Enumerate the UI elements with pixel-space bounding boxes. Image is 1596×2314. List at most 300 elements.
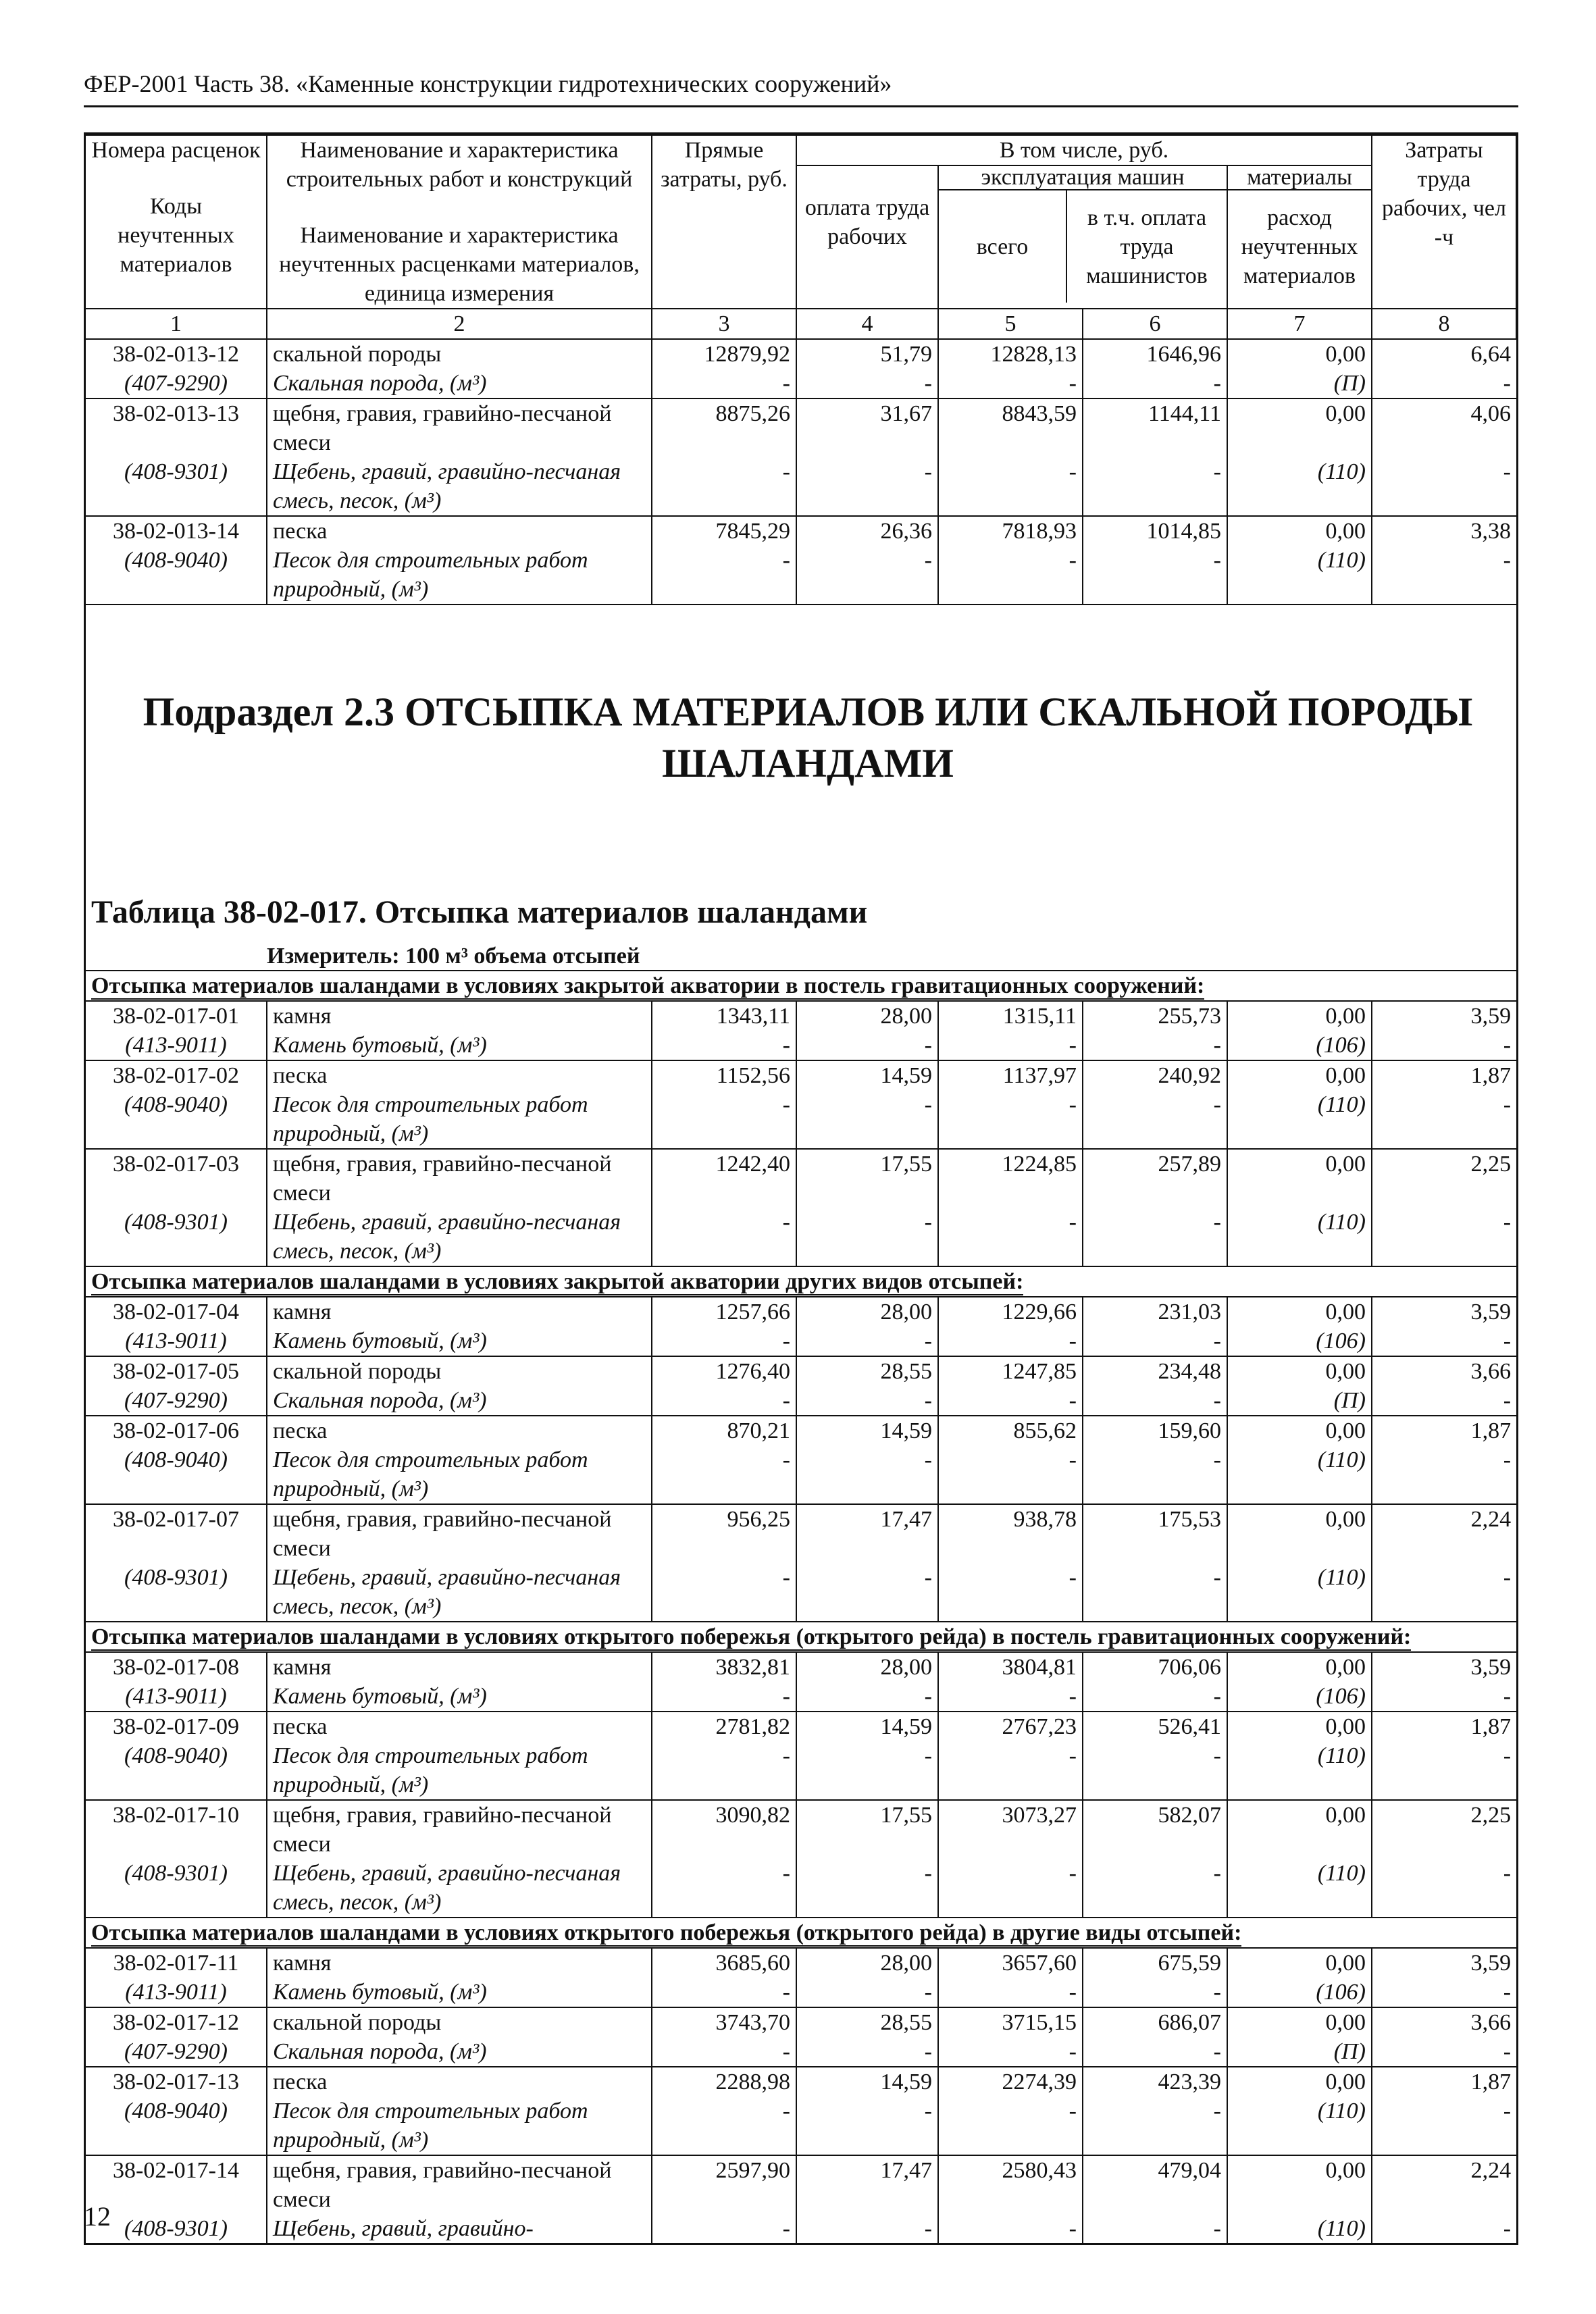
wages-cost: 17,47 — [796, 2155, 938, 2214]
material-name: Щебень, гравий, гравийно-песчаная смесь, песок, (м³) — [267, 1859, 652, 1918]
dash-cell: - — [796, 457, 938, 516]
machines-total: 7818,93 — [938, 516, 1083, 546]
dash-cell: - — [1083, 2097, 1227, 2155]
rate-row — [86, 1712, 1516, 1741]
group-title-text: Отсыпка материалов шаландами в условиях закрытой акватории других видов отсыпей: — [91, 1269, 1024, 1294]
material-code: (408-9301) — [124, 1210, 228, 1235]
dash-cell: - — [938, 1682, 1083, 1712]
wages-cost: 17,55 — [796, 1800, 938, 1859]
rate-row — [86, 1149, 1516, 1208]
rate-name: скальной породы — [267, 1356, 652, 1386]
machines-total: 1229,66 — [938, 1297, 1083, 1327]
rate-row — [86, 339, 1516, 369]
material-consumption: (110) — [1227, 1090, 1372, 1149]
dash-cell: - — [938, 2097, 1083, 2155]
materials-cost: 0,00 — [1227, 2155, 1372, 2214]
material-row — [86, 1978, 1516, 2007]
rate-code: 38-02-017-06 — [86, 1416, 267, 1445]
header-wages: оплата труда рабочих — [796, 165, 938, 309]
header-machines-wages: в т.ч. оплата труда машинистов — [1086, 205, 1208, 288]
rate-row — [86, 2155, 1516, 2214]
dash-cell: - — [938, 1208, 1083, 1266]
rate-name: скальной породы — [267, 339, 652, 369]
dash-cell: - — [938, 2037, 1083, 2067]
dash-cell: - — [1372, 1327, 1516, 1356]
direct-cost: 7845,29 — [652, 516, 796, 546]
material-code: (408-9301) — [124, 1861, 228, 1886]
material-consumption: (106) — [1227, 1682, 1372, 1712]
machines-wages: 1646,96 — [1083, 339, 1227, 369]
rate-row — [86, 516, 1516, 546]
materials-cost: 0,00 — [1227, 1504, 1372, 1563]
dash-cell: - — [652, 457, 796, 516]
dash-cell: - — [652, 2037, 796, 2067]
rate-code: 38-02-017-08 — [86, 1652, 267, 1682]
dash-cell: - — [796, 1386, 938, 1416]
material-row — [86, 1682, 1516, 1712]
dash-cell: - — [938, 1445, 1083, 1504]
group-title — [86, 1918, 1516, 1948]
dash-cell: - — [1372, 546, 1516, 604]
header-col3: Прямые затраты, руб. — [652, 135, 796, 309]
materials-cost: 0,00 — [1227, 2007, 1372, 2037]
material-row — [86, 2037, 1516, 2067]
dash-cell: - — [652, 1031, 796, 1060]
labor-cost: 6,64 — [1372, 339, 1516, 369]
rate-name: щебня, гравия, гравийно-песчаной смеси — [267, 1149, 652, 1208]
labor-cost: 3,59 — [1372, 1297, 1516, 1327]
labor-cost: 3,66 — [1372, 1356, 1516, 1386]
material-code: (413-9011) — [125, 1980, 227, 2005]
dash-cell: - — [796, 1741, 938, 1800]
labor-cost: 2,24 — [1372, 2155, 1516, 2214]
machines-total: 1224,85 — [938, 1149, 1083, 1208]
labor-cost: 1,87 — [1372, 2067, 1516, 2097]
labor-cost: 4,06 — [1372, 398, 1516, 457]
dash-cell: - — [1372, 2214, 1516, 2243]
table-title: Таблица 38-02-017. Отсыпка материалов шаландами — [91, 894, 868, 930]
rate-row — [86, 1504, 1516, 1563]
dash-cell: - — [796, 546, 938, 604]
dash-cell: - — [1083, 1682, 1227, 1712]
col-num-6: 6 — [1083, 309, 1227, 339]
material-consumption: (106) — [1227, 1031, 1372, 1060]
material-name: Камень бутовый, (м³) — [267, 1031, 652, 1060]
machines-wages: 240,92 — [1083, 1060, 1227, 1090]
dash-cell: - — [1083, 1563, 1227, 1622]
rate-name: скальной породы — [267, 2007, 652, 2037]
header-machines: эксплуатация машин — [939, 166, 1227, 190]
group-title-text: Отсыпка материалов шаландами в условиях закрытой акватории в постель гравитационных сооружений: — [91, 973, 1205, 998]
rates-table-block — [84, 132, 1518, 2245]
machines-wages: 675,59 — [1083, 1948, 1227, 1978]
dash-cell: - — [1083, 1327, 1227, 1356]
material-name: Скальная порода, (м³) — [267, 1386, 652, 1416]
rate-code: 38-02-017-04 — [86, 1297, 267, 1327]
rate-row — [86, 1060, 1516, 1090]
direct-cost: 1257,66 — [652, 1297, 796, 1327]
dash-cell: - — [1083, 2037, 1227, 2067]
unit-label: Измеритель: 100 м³ объема отсыпей — [267, 944, 640, 969]
machines-total: 8843,59 — [938, 398, 1083, 457]
page-number: 12 — [84, 2201, 111, 2232]
group-row — [86, 971, 1516, 1001]
material-name: Скальная порода, (м³) — [267, 2037, 652, 2067]
direct-cost: 1242,40 — [652, 1149, 796, 1208]
col-num-5: 5 — [938, 309, 1083, 339]
rate-row — [86, 398, 1516, 457]
dash-cell: - — [938, 1386, 1083, 1416]
dash-cell: - — [1372, 369, 1516, 398]
main-table-body — [86, 971, 1516, 2243]
dash-cell: - — [652, 2214, 796, 2243]
dash-cell: - — [1083, 369, 1227, 398]
material-consumption: (П) — [1227, 2037, 1372, 2067]
machines-wages: 686,07 — [1083, 2007, 1227, 2037]
dash-cell: - — [652, 546, 796, 604]
dash-cell: - — [938, 1859, 1083, 1918]
direct-cost: 956,25 — [652, 1504, 796, 1563]
dash-cell: - — [938, 1327, 1083, 1356]
material-consumption: (П) — [1227, 369, 1372, 398]
dash-cell: - — [938, 1090, 1083, 1149]
direct-cost: 1152,56 — [652, 1060, 796, 1090]
labor-cost: 3,59 — [1372, 1652, 1516, 1682]
direct-cost: 870,21 — [652, 1416, 796, 1445]
rate-code: 38-02-017-13 — [86, 2067, 267, 2097]
material-row — [86, 457, 1516, 516]
header-machines-total: всего — [939, 190, 1067, 303]
dash-cell: - — [652, 1563, 796, 1622]
dash-cell: - — [796, 1327, 938, 1356]
material-name: Камень бутовый, (м³) — [267, 1327, 652, 1356]
material-consumption: (110) — [1227, 457, 1372, 516]
dash-cell: - — [796, 1978, 938, 2007]
dash-cell: - — [938, 1031, 1083, 1060]
rate-name: камня — [267, 1297, 652, 1327]
group-row — [86, 1918, 1516, 1948]
material-name: Щебень, гравий, гравийно-песчаная смесь, песок, (м³) — [267, 1563, 652, 1622]
material-name: Песок для строительных работ природный, (м³) — [267, 1090, 652, 1149]
dash-cell: - — [652, 1978, 796, 2007]
machines-total: 855,62 — [938, 1416, 1083, 1445]
machines-total: 938,78 — [938, 1504, 1083, 1563]
machines-wages: 159,60 — [1083, 1416, 1227, 1445]
dash-cell: - — [1372, 1208, 1516, 1266]
labor-cost: 1,87 — [1372, 1060, 1516, 1090]
dash-cell: - — [796, 1563, 938, 1622]
rate-name: камня — [267, 1652, 652, 1682]
dash-cell: - — [1372, 1563, 1516, 1622]
dash-cell: - — [652, 1859, 796, 1918]
direct-cost: 3090,82 — [652, 1800, 796, 1859]
material-consumption: (110) — [1227, 1208, 1372, 1266]
material-consumption: (110) — [1227, 1445, 1372, 1504]
material-name: Щебень, гравий, гравийно-песчаная смесь, песок, (м³) — [267, 457, 652, 516]
dash-cell: - — [938, 1978, 1083, 2007]
material-consumption: (110) — [1227, 546, 1372, 604]
material-row — [86, 1445, 1516, 1504]
material-row — [86, 1859, 1516, 1918]
header-incl: В том числе, руб. — [796, 135, 1372, 165]
rate-code: 38-02-017-10 — [86, 1800, 267, 1859]
material-row — [86, 1386, 1516, 1416]
material-consumption: (110) — [1227, 1563, 1372, 1622]
materials-cost: 0,00 — [1227, 1060, 1372, 1090]
wages-cost: 28,55 — [796, 1356, 938, 1386]
machines-wages: 526,41 — [1083, 1712, 1227, 1741]
col-num-4: 4 — [796, 309, 938, 339]
rate-name: щебня, гравия, гравийно-песчаной смеси — [267, 398, 652, 457]
dash-cell: - — [652, 1682, 796, 1712]
col-num-8: 8 — [1372, 309, 1516, 339]
material-name: Камень бутовый, (м³) — [267, 1682, 652, 1712]
material-name: Камень бутовый, (м³) — [267, 1978, 652, 2007]
material-name: Щебень, гравий, гравийно-песчаная смесь, песок, (м³) — [267, 1208, 652, 1266]
machines-wages: 231,03 — [1083, 1297, 1227, 1327]
machines-total: 2274,39 — [938, 2067, 1083, 2097]
material-code: (413-9011) — [125, 1684, 227, 1709]
direct-cost: 8875,26 — [652, 398, 796, 457]
header-col1: Номера расценок Коды неучтенных материалов — [86, 135, 267, 309]
dash-cell: - — [1372, 1031, 1516, 1060]
dash-cell: - — [652, 1741, 796, 1800]
header-materials: материалы — [1228, 166, 1371, 190]
dash-cell: - — [652, 1208, 796, 1266]
rate-name: щебня, гравия, гравийно-песчаной смеси — [267, 1504, 652, 1563]
material-name: Скальная порода, (м³) — [267, 369, 652, 398]
dash-cell: - — [1083, 2214, 1227, 2243]
group-title — [86, 971, 1516, 1001]
direct-cost: 2597,90 — [652, 2155, 796, 2214]
machines-total: 1247,85 — [938, 1356, 1083, 1386]
wages-cost: 14,59 — [796, 1060, 938, 1090]
rate-code: 38-02-017-14 — [86, 2155, 267, 2214]
rate-code: 38-02-013-13 — [86, 398, 267, 457]
dash-cell: - — [796, 1682, 938, 1712]
dash-cell: - — [1083, 457, 1227, 516]
dash-cell: - — [796, 369, 938, 398]
col-num-1: 1 — [86, 309, 267, 339]
machines-total: 1137,97 — [938, 1060, 1083, 1090]
dash-cell: - — [1372, 1445, 1516, 1504]
main-table — [86, 970, 1516, 2243]
machines-total: 1315,11 — [938, 1001, 1083, 1031]
material-consumption: (110) — [1227, 2097, 1372, 2155]
dash-cell: - — [938, 369, 1083, 398]
material-name: Песок для строительных работ природный, (м³) — [267, 1445, 652, 1504]
dash-cell: - — [938, 1741, 1083, 1800]
material-code: (407-9290) — [124, 2039, 228, 2064]
rate-row — [86, 1652, 1516, 1682]
materials-cost: 0,00 — [1227, 1800, 1372, 1859]
rate-row — [86, 1948, 1516, 1978]
rate-code: 38-02-017-01 — [86, 1001, 267, 1031]
material-row — [86, 369, 1516, 398]
rate-code: 38-02-017-03 — [86, 1149, 267, 1208]
material-code: (408-9040) — [124, 1447, 228, 1472]
rate-name: песка — [267, 2067, 652, 2097]
material-row — [86, 2214, 1516, 2243]
material-code: (408-9301) — [124, 2216, 228, 2241]
dash-cell: - — [1083, 546, 1227, 604]
machines-wages: 423,39 — [1083, 2067, 1227, 2097]
material-code: (408-9040) — [124, 548, 228, 573]
rate-name: песка — [267, 1712, 652, 1741]
group-row — [86, 1266, 1516, 1297]
material-name: Щебень, гравий, гравийно- — [267, 2214, 652, 2243]
rate-name: песка — [267, 1416, 652, 1445]
header-numbers-row — [86, 309, 1516, 339]
dash-cell: - — [652, 1327, 796, 1356]
dash-cell: - — [1083, 1445, 1227, 1504]
dash-cell: - — [796, 1090, 938, 1149]
rate-row — [86, 1416, 1516, 1445]
material-name: Песок для строительных работ природный, (м³) — [267, 2097, 652, 2155]
subsection-block — [86, 604, 1516, 943]
materials-cost: 0,00 — [1227, 1652, 1372, 1682]
rate-code: 38-02-013-12 — [86, 339, 267, 369]
rate-name: песка — [267, 516, 652, 546]
dash-cell: - — [652, 1445, 796, 1504]
material-row — [86, 1208, 1516, 1266]
header-materials-sub: расход неучтенных материалов — [1241, 205, 1358, 288]
dash-cell: - — [1372, 1386, 1516, 1416]
labor-cost: 2,24 — [1372, 1504, 1516, 1563]
machines-total: 3073,27 — [938, 1800, 1083, 1859]
labor-cost: 3,59 — [1372, 1948, 1516, 1978]
rate-row — [86, 1800, 1516, 1859]
dash-cell: - — [1083, 1978, 1227, 2007]
top-table — [86, 134, 1517, 604]
material-code: (407-9290) — [124, 371, 228, 396]
col-num-7: 7 — [1227, 309, 1372, 339]
material-row — [86, 546, 1516, 604]
direct-cost: 1276,40 — [652, 1356, 796, 1386]
header-machines-group — [938, 165, 1227, 309]
rate-row — [86, 2007, 1516, 2037]
dash-cell: - — [796, 1208, 938, 1266]
wages-cost: 26,36 — [796, 516, 938, 546]
material-row — [86, 1090, 1516, 1149]
materials-cost: 0,00 — [1227, 1712, 1372, 1741]
direct-cost: 12879,92 — [652, 339, 796, 369]
wages-cost: 28,00 — [796, 1001, 938, 1031]
material-row — [86, 1563, 1516, 1622]
materials-cost: 0,00 — [1227, 1948, 1372, 1978]
subsection-title: Подраздел 2.3 ОТСЫПКА МАТЕРИАЛОВ ИЛИ СКАЛЬНОЙ ПОРОДЫ ШАЛАНДАМИ — [143, 690, 1473, 786]
dash-cell: - — [938, 546, 1083, 604]
header-col2: Наименование и характеристика строительных работ и конструкций Наименование и характеристика неучтенных расценками материалов, единица измерения — [267, 135, 652, 309]
material-code: (413-9011) — [125, 1329, 227, 1354]
material-code: (408-9040) — [124, 1092, 228, 1117]
dash-cell: - — [1083, 1090, 1227, 1149]
material-name: Песок для строительных работ природный, (м³) — [267, 546, 652, 604]
dash-cell: - — [1083, 1859, 1227, 1918]
direct-cost: 2288,98 — [652, 2067, 796, 2097]
dash-cell: - — [938, 1563, 1083, 1622]
col-num-2: 2 — [267, 309, 652, 339]
dash-cell: - — [652, 369, 796, 398]
materials-cost: 0,00 — [1227, 2067, 1372, 2097]
direct-cost: 3743,70 — [652, 2007, 796, 2037]
dash-cell: - — [1372, 1682, 1516, 1712]
rate-code: 38-02-017-12 — [86, 2007, 267, 2037]
rate-row — [86, 1001, 1516, 1031]
dash-cell: - — [1372, 2097, 1516, 2155]
material-consumption: (106) — [1227, 1978, 1372, 2007]
machines-total: 3715,15 — [938, 2007, 1083, 2037]
dash-cell: - — [1372, 1090, 1516, 1149]
dash-cell: - — [796, 1445, 938, 1504]
labor-cost: 3,38 — [1372, 516, 1516, 546]
material-consumption: (110) — [1227, 2214, 1372, 2243]
top-table-body — [86, 135, 1516, 604]
rate-name: щебня, гравия, гравийно-песчаной смеси — [267, 2155, 652, 2214]
dash-cell: - — [1083, 1386, 1227, 1416]
wages-cost: 28,55 — [796, 2007, 938, 2037]
labor-cost: 1,87 — [1372, 1416, 1516, 1445]
material-code: (408-9040) — [124, 2099, 228, 2124]
wages-cost: 14,59 — [796, 2067, 938, 2097]
labor-cost: 3,59 — [1372, 1001, 1516, 1031]
group-title — [86, 1266, 1516, 1297]
material-code: (413-9011) — [125, 1033, 227, 1058]
dash-cell: - — [796, 2214, 938, 2243]
wages-cost: 28,00 — [796, 1297, 938, 1327]
labor-cost: 1,87 — [1372, 1712, 1516, 1741]
direct-cost: 3685,60 — [652, 1948, 796, 1978]
material-consumption: (110) — [1227, 1741, 1372, 1800]
machines-wages: 582,07 — [1083, 1800, 1227, 1859]
header-labor: Затраты труда рабочих, чел -ч — [1372, 135, 1516, 309]
material-code: (408-9301) — [124, 459, 228, 484]
machines-total: 3657,60 — [938, 1948, 1083, 1978]
material-row — [86, 2097, 1516, 2155]
dash-cell: - — [1372, 457, 1516, 516]
rate-code: 38-02-017-11 — [86, 1948, 267, 1978]
rate-code: 38-02-017-07 — [86, 1504, 267, 1563]
wages-cost: 14,59 — [796, 1712, 938, 1741]
dash-cell: - — [652, 2097, 796, 2155]
labor-cost: 2,25 — [1372, 1800, 1516, 1859]
machines-wages: 1014,85 — [1083, 516, 1227, 546]
machines-total: 2580,43 — [938, 2155, 1083, 2214]
labor-cost: 3,66 — [1372, 2007, 1516, 2037]
materials-cost: 0,00 — [1227, 516, 1372, 546]
material-consumption: (110) — [1227, 1859, 1372, 1918]
dash-cell: - — [1083, 1031, 1227, 1060]
machines-wages: 706,06 — [1083, 1652, 1227, 1682]
rate-row — [86, 1356, 1516, 1386]
materials-cost: 0,00 — [1227, 1297, 1372, 1327]
rate-code: 38-02-013-14 — [86, 516, 267, 546]
material-consumption: (П) — [1227, 1386, 1372, 1416]
header-materials-group — [1227, 165, 1372, 309]
dash-cell: - — [1083, 1208, 1227, 1266]
rate-row — [86, 1297, 1516, 1327]
unit-line — [86, 943, 1516, 970]
col-num-3: 3 — [652, 309, 796, 339]
wages-cost: 14,59 — [796, 1416, 938, 1445]
dash-cell: - — [1372, 1978, 1516, 2007]
dash-cell: - — [1372, 2037, 1516, 2067]
wages-cost: 28,00 — [796, 1652, 938, 1682]
material-code: (408-9040) — [124, 1743, 228, 1768]
rate-name: камня — [267, 1948, 652, 1978]
dash-cell: - — [652, 1090, 796, 1149]
wages-cost: 17,47 — [796, 1504, 938, 1563]
